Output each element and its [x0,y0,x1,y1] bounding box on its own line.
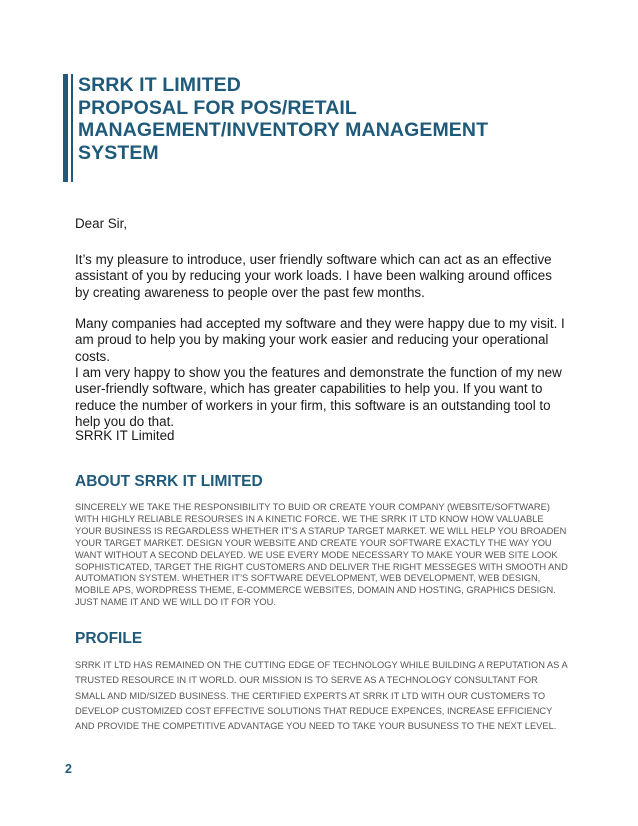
title-rule-thin [71,74,73,182]
signature: SRRK IT Limited [75,428,175,443]
companies-paragraph: Many companies had accepted my software and they were happy due to my visit. I am proud to help you by making your work easier and reducing your operational costs. [75,316,565,364]
document-title [78,74,488,164]
title-line-1: SRRK IT LIMITED [78,74,241,96]
about-heading: ABOUT SRRK IT LIMITED [75,473,263,490]
about-text: SINCERELY WE TAKE THE RESPONSIBILITY TO BUID OR CREATE YOUR COMPANY (WEBSITE/SOFTWARE) WITH HIGHLY RELIABLE RESOURSES IN A KINETIC FORCE. WE THE SRRK IT LTD KNOW HOW VALUABLE YOUR BUSINESS IS REGARDLESS WHETHER IT’S A STARUP TARGET MARKET. WE WILL HELP YOU BROADEN YOUR TARGET MARKET. DESIGN YOUR WEBSITE AND CREATE YOUR SOFTWARE EXACTLY THE WAY YOU WANT WITHOUT A SECOND DELAYED. WE USE EVERY MODE NECESSARY TO MAKE YOUR WEB SITE LOOK SOPHISTICATED, TARGET THE RIGHT CUSTOMERS AND DELIVER THE RIGHT MESSEGES WITH SMOOTH AND AUTOMATION SYSTEM. WHETHER IT’S SOFTWARE DEVELOPMENT, WEB DEVELOPMENT, WEB DESIGN, MOBILE APS, WORDPRESS THEME, E-COMMERCE WEBSITES, DOMAIN AND HOSTING, GRAPHICS DESIGN. JUST NAME IT AND WE WILL DO IT FOR YOU. [75,502,568,608]
title-line-2: PROPOSAL FOR POS/RETAIL [78,96,357,119]
title-rule-thick [63,74,68,182]
profile-text: SRRK IT LTD HAS REMAINED ON THE CUTTING EDGE OF TECHNOLOGY WHILE BUILDING A REPUTATION AS A TRUSTED RESOURCE IN IT WORLD. OUR MISSION IS TO SERVE AS A TECHNOLOGY CONSULTANT FOR SMALL AND MID/SIZED BUSINESS. THE CERTIFIED EXPERTS AT SRRK IT LTD WITH OUR CUSTOMERS TO DEVELOP CUSTOMIZED COST EFFECTIVE SOLUTIONS THAT REDUCE EXPENCES, INCREASE EFFICIENCY AND PROVIDE THE COMPETITIVE ADVANTAGE YOU NEED TO TAKE YOUR BUSUNESS TO THE NEXT LEVEL. [75,660,568,732]
intro-paragraph: It’s my pleasure to introduce, user friendly software which can act as an effective assistant of you by reducing your work loads. I have been walking around offices by creating awareness to people over the past few months. [75,252,552,300]
title-line-4: SYSTEM [78,141,159,164]
salutation: Dear Sir, [75,216,128,231]
title-line-3: MANAGEMENT/INVENTORY MANAGEMENT [78,119,489,141]
page-number: 2 [65,762,72,776]
features-paragraph: I am very happy to show you the features and demonstrate the function of my new user-friendly software, which has greater capabilities to help you. If you want to reduce the number of workers in your firm, this software is an outstanding tool to help you do that. [75,365,562,430]
profile-heading: PROFILE [75,630,143,647]
